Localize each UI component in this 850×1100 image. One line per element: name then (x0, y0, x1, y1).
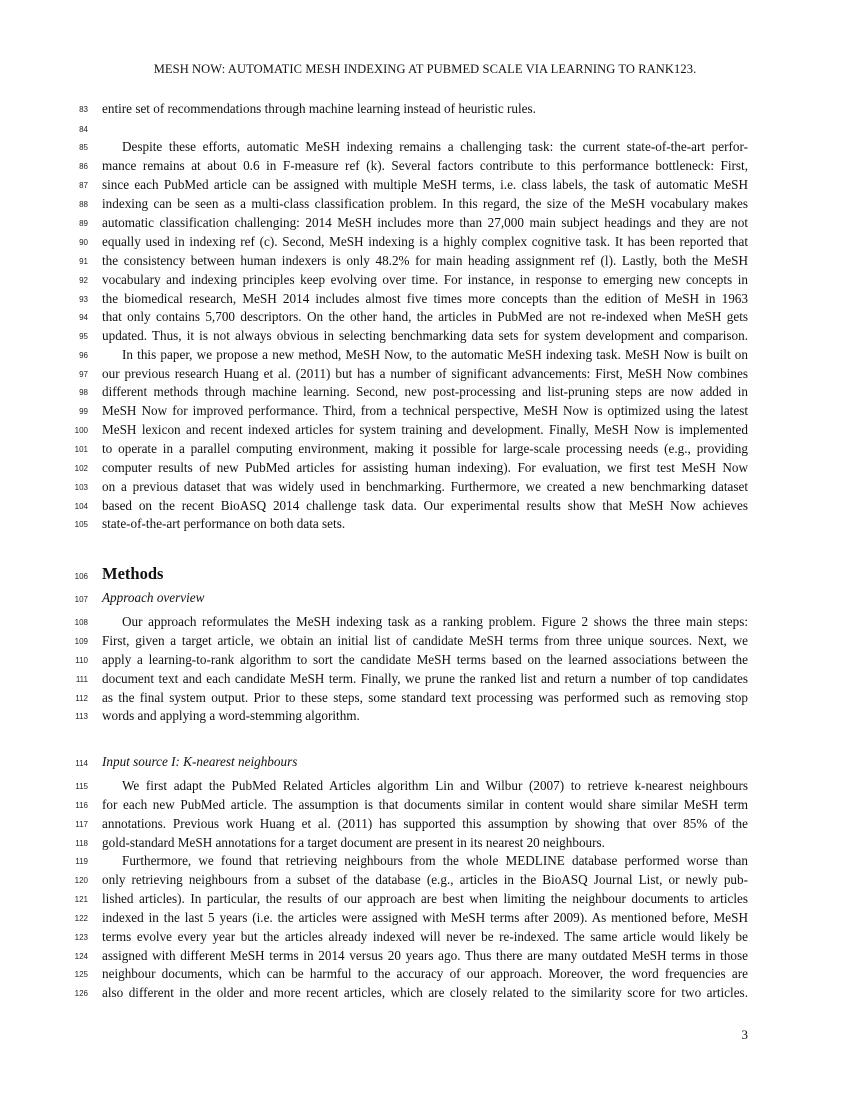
line-number: 112 (75, 694, 88, 703)
line-number: 100 (74, 426, 88, 435)
text-line: Furthermore, we found that retrieving neighbours from the whole MEDLINE database performed worse than (122, 853, 748, 868)
line-number: 108 (74, 618, 88, 627)
line-number: 89 (79, 219, 88, 228)
text-line: apply a learning-to-rank algorithm to sort the candidate MeSH terms based on the learned associations between the (102, 652, 748, 667)
line-number: 110 (75, 656, 88, 665)
line-number: 98 (79, 388, 88, 397)
text-line: In this paper, we propose a new method, MeSH Now, to the automatic MeSH indexing task. MeSH Now is built on (122, 347, 748, 362)
line-number: 93 (79, 295, 88, 304)
text-line: neighbour documents, which can be harmful to the accuracy of our approach. Moreover, the word frequencies are (102, 966, 748, 981)
line-number: 106 (74, 572, 88, 581)
line-number: 104 (74, 502, 88, 511)
text-line: assigned with different MeSH terms in 2014 versus 20 years ago. Thus there are many outdated MeSH terms in those (102, 948, 748, 963)
text-line: MeSH lexicon and recent indexed articles for system training and development. Finally, MeSH Now is implemented (102, 422, 748, 437)
text-line: document text and each candidate MeSH term. Finally, we prune the ranked list and return a number of top candidates (102, 671, 748, 686)
text-line (102, 120, 748, 139)
text-line: annotations. Previous work Huang et al. (2011) has supported this assumption by showing that over 85% of the (102, 816, 748, 831)
line-number: 84 (79, 125, 88, 134)
text-line: on a previous dataset that was widely used in benchmarking. Furthermore, we created a new benchmarking dataset (102, 479, 748, 494)
text-line: indexed in the last 5 years (i.e. the articles were assigned with MeSH terms after 2009). As mentioned before, MeSH (102, 910, 748, 925)
line-number: 83 (79, 105, 88, 114)
line-number: 124 (74, 952, 88, 961)
text-line: different methods through machine learning. Second, new post-processing and list-pruning steps are now added in (102, 384, 748, 399)
text-line: terms evolve every year but the articles already indexed will never be re-indexed. The same article would likely be (102, 929, 748, 944)
text-line: indexing can be seen as a multi-class classification problem. In this regard, the size of the MeSH vocabulary makes (102, 196, 748, 211)
text-line: First, given a target article, we obtain an initial list of candidate MeSH terms from three unique sources. Next, we (102, 633, 748, 648)
line-number: 107 (74, 595, 88, 604)
line-number: 120 (74, 876, 88, 885)
text-line: state-of-the-art performance on both data sets. (102, 516, 346, 531)
text-line: words and applying a word-stemming algorithm. (102, 708, 360, 723)
text-line: computer results of new PubMed articles for assisting human indexing). For evaluation, we first test MeSH Now (102, 460, 748, 475)
line-number: 114 (75, 759, 88, 768)
section-heading: Methods (102, 564, 164, 583)
line-number: 103 (74, 483, 88, 492)
text-line: based on the recent BioASQ 2014 challenge task data. Our experimental results show that MeSH Now achieves (102, 498, 748, 513)
text-line: also different in the older and more recent articles, which are closely related to the similarity score for two articles. (102, 985, 748, 1000)
text-line: since each PubMed article can be assigned with multiple MeSH terms, i.e. class labels, the task of automatic MeSH (102, 177, 748, 192)
text-line: the biomedical research, MeSH 2014 includes almost five times more concepts than the edition of MeSH in 1963 (102, 291, 748, 306)
line-number: 90 (79, 238, 88, 247)
text-line: We first adapt the PubMed Related Articles algorithm Lin and Wilbur (2007) to retrieve k-nearest neighbours (122, 778, 748, 793)
text-line: only retrieving neighbours from a subset of the database (e.g., articles in the BioASQ Journal List, or newly pub- (102, 872, 748, 887)
text-line: the consistency between human indexers is only 48.2% for main heading assignment ref (l). Lastly, both the MeSH (102, 253, 748, 268)
text-line: MeSH Now for improved performance. Third, from a technical perspective, MeSH Now is optimized using the latest (102, 403, 748, 418)
running-head: MESH NOW: AUTOMATIC MESH INDEXING AT PUBMED SCALE VIA LEARNING TO RANK123. (153, 62, 697, 76)
line-number: 96 (79, 351, 88, 360)
text-line: lished articles). In particular, the results of our approach are best when limiting the neighbour documents to articles (102, 891, 748, 906)
line-number: 121 (74, 895, 88, 904)
line-number: 101 (74, 445, 88, 454)
line-number: 99 (79, 407, 88, 416)
line-number: 125 (74, 970, 88, 979)
line-number: 97 (79, 370, 88, 379)
line-number: 126 (74, 989, 88, 998)
text-line: updated. Thus, it is not always obvious in selecting benchmarking data sets for system development and comparison. (102, 328, 748, 343)
text-line: vocabulary and indexing principles keep evolving over time. For instance, in response to emerging new concepts in (102, 272, 748, 287)
line-number: 95 (79, 332, 88, 341)
subsection-heading: Input source I: K-nearest neighbours (102, 754, 298, 769)
text-line: as the final system output. Prior to these steps, some standard text processing was performed such as removing stop (102, 690, 748, 705)
text-line: that only contains 5,700 descriptors. On the other hand, the articles in PubMed are not re-indexed when MeSH gets (102, 309, 748, 324)
text-line: equally used in indexing ref (c). Second, MeSH indexing is a highly complex cognitive task. It has been reported that (102, 234, 748, 249)
line-number: 118 (75, 839, 88, 848)
text-line: Our approach reformulates the MeSH indexing task as a ranking problem. Figure 2 shows the three main steps: (122, 614, 748, 629)
text-line: mance remains at about 0.6 in F-measure ref (k). Several factors contribute to this performance bottleneck: First, (102, 158, 748, 173)
line-number: 91 (79, 257, 88, 266)
line-number: 87 (79, 181, 88, 190)
line-number: 123 (74, 933, 88, 942)
line-number: 86 (79, 162, 88, 171)
text-line: entire set of recommendations through machine learning instead of heuristic rules. (102, 101, 536, 116)
line-number: 92 (79, 276, 88, 285)
text-line: automatic classification challenging: 2014 MeSH includes more than 27,000 main subject headings and they are not (102, 215, 748, 230)
line-number: 94 (79, 313, 88, 322)
line-number: 85 (79, 143, 88, 152)
line-number: 119 (75, 857, 88, 866)
line-number: 115 (75, 782, 88, 791)
text-line: for each new PubMed article. The assumption is that documents similar in content would share similar MeSH term (102, 797, 748, 812)
line-number: 113 (75, 712, 88, 721)
text-line: gold-standard MeSH annotations for a target document are present in its nearest 20 neighbours. (102, 835, 605, 850)
line-number: 102 (74, 464, 88, 473)
page-number: 3 (741, 1027, 748, 1042)
text-line: to operate in a parallel computing environment, making it possible for large-scale processing needs (e.g., providing (102, 441, 748, 456)
line-number: 88 (79, 200, 88, 209)
line-number: 109 (74, 637, 88, 646)
line-number: 116 (75, 801, 88, 810)
line-number: 105 (74, 520, 88, 529)
text-line: Despite these efforts, automatic MeSH indexing remains a challenging task: the current state-of-the-art perfor- (122, 139, 748, 154)
line-number: 117 (75, 820, 88, 829)
subsection-heading: Approach overview (102, 590, 205, 605)
line-number: 111 (75, 675, 88, 684)
text-line: our previous research Huang et al. (2011) but has a number of significant advancements: First, MeSH Now combines (102, 366, 748, 381)
line-number: 122 (74, 914, 88, 923)
